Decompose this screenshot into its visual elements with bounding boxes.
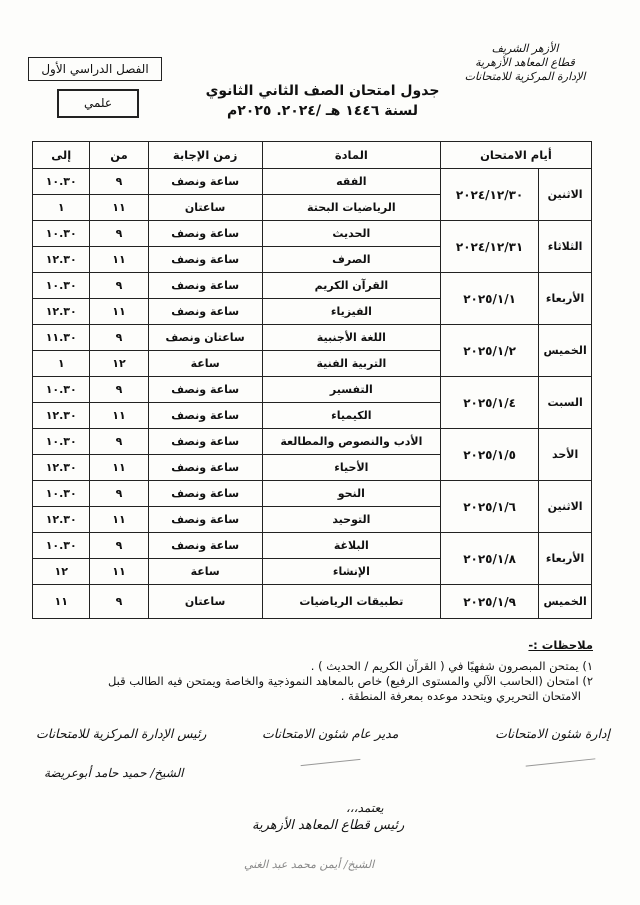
exam-date-cell: ٢٠٢٤/١٢/٣٠ xyxy=(440,169,538,221)
table-row xyxy=(33,273,592,299)
title-line-2: لسنة ١٤٤٦ هـ /٢٠٢٤. ٢٠٢٥م xyxy=(227,103,418,119)
exam-day-cell: الخميس xyxy=(539,585,592,619)
subject-cell: القرآن الكريم xyxy=(262,273,440,299)
duration-cell: ساعة ونصف xyxy=(148,403,262,429)
exam-schedule-table xyxy=(32,141,592,619)
exam-date-cell: ٢٠٢٥/١/٥ xyxy=(440,429,538,481)
exam-day-cell: الاثنين xyxy=(539,481,592,533)
end-time-cell: ١٢.٣٠ xyxy=(33,507,90,533)
duration-cell: ساعة ونصف xyxy=(148,481,262,507)
exam-date-cell: ٢٠٢٥/١/٢ xyxy=(440,325,538,377)
track-box xyxy=(57,89,139,118)
end-time-cell: ١١.٣٠ xyxy=(33,325,90,351)
subject-cell: الإنشاء xyxy=(262,559,440,585)
table-row xyxy=(33,585,592,619)
start-time-cell: ٩ xyxy=(90,533,148,559)
signature-scribble xyxy=(300,749,361,766)
semester-box xyxy=(28,57,162,81)
end-time-cell: ١٠.٣٠ xyxy=(33,429,90,455)
duration-cell: ساعة ونصف xyxy=(148,507,262,533)
duration-cell: ساعة ونصف xyxy=(148,429,262,455)
signature-scribble xyxy=(525,748,596,766)
exam-day-cell: الأحد xyxy=(539,429,592,481)
signature-central-head-name: الشيخ/ حميد حامد أبوعريضة xyxy=(44,766,184,780)
start-time-cell: ٩ xyxy=(90,273,148,299)
exam-day-cell: الثلاثاء xyxy=(539,221,592,273)
exam-day-cell: الأربعاء xyxy=(539,533,592,585)
end-time-cell: ١٢ xyxy=(33,559,90,585)
start-time-cell: ١١ xyxy=(90,247,148,273)
organization-header xyxy=(450,42,600,84)
track-label: علمي xyxy=(83,96,113,110)
duration-cell: ساعة ونصف xyxy=(148,247,262,273)
note-item: ٢) امتحان (الحاسب الآلي والمستوى الرفيع) خاص بالمعاهد النموذجية والخاصة ويمتحن فيه الطالب قبل xyxy=(107,674,593,688)
start-time-cell: ١١ xyxy=(90,507,148,533)
subject-cell: الصرف xyxy=(262,247,440,273)
exam-date-cell: ٢٠٢٥/١/٨ xyxy=(440,533,538,585)
table-row xyxy=(33,481,592,507)
table-row xyxy=(33,429,592,455)
start-time-cell: ١١ xyxy=(90,403,148,429)
subject-cell: الأدب والنصوص والمطالعة xyxy=(262,429,440,455)
end-time-cell: ١٠.٣٠ xyxy=(33,273,90,299)
subject-cell: اللغة الأجنبية xyxy=(262,325,440,351)
header-days: أيام الامتحان xyxy=(440,142,591,169)
subject-cell: التفسير xyxy=(262,377,440,403)
table-row xyxy=(33,377,592,403)
exam-day-cell: الخميس xyxy=(539,325,592,377)
table-row xyxy=(33,533,592,559)
signature-exam-affairs: إدارة شئون الامتحانات xyxy=(495,726,610,741)
org-line: الأزهر الشريف xyxy=(491,42,559,55)
duration-cell: ساعة ونصف xyxy=(148,169,262,195)
header-from: من xyxy=(90,142,148,169)
subject-cell: التربية الفنية xyxy=(262,351,440,377)
end-time-cell: ١٠.٣٠ xyxy=(33,481,90,507)
duration-cell: ساعة ونصف xyxy=(148,455,262,481)
start-time-cell: ١١ xyxy=(90,195,148,221)
duration-cell: ساعتان ونصف xyxy=(148,325,262,351)
signature-central-head: رئيس الإدارة المركزية للامتحانات xyxy=(36,726,207,741)
header-to: إلى xyxy=(33,142,90,169)
subject-cell: النحو xyxy=(262,481,440,507)
subject-cell: الفقه xyxy=(262,169,440,195)
end-time-cell: ١٢.٣٠ xyxy=(33,455,90,481)
exam-date-cell: ٢٠٢٥/١/٦ xyxy=(440,481,538,533)
start-time-cell: ٩ xyxy=(90,325,148,351)
title-line-1: جدول امتحان الصف الثاني الثانوي xyxy=(205,83,440,99)
exam-day-cell: السبت xyxy=(539,377,592,429)
start-time-cell: ١١ xyxy=(90,299,148,325)
signature-general-manager: مدير عام شئون الامتحانات xyxy=(262,726,399,741)
notes-section xyxy=(33,638,593,704)
duration-cell: ساعة xyxy=(148,559,262,585)
subject-cell: الكيمياء xyxy=(262,403,440,429)
signature-sector-head-name: الشيخ/ أيمن محمد عبد الغني xyxy=(244,858,375,871)
end-time-cell: ١٠.٣٠ xyxy=(33,169,90,195)
duration-cell: ساعة xyxy=(148,351,262,377)
notes-label: ملاحظات :- xyxy=(528,638,593,652)
duration-cell: ساعتان xyxy=(148,585,262,619)
exam-date-cell: ٢٠٢٥/١/٩ xyxy=(440,585,538,619)
end-time-cell: ١ xyxy=(33,195,90,221)
start-time-cell: ٩ xyxy=(90,377,148,403)
start-time-cell: ٩ xyxy=(90,221,148,247)
exam-date-cell: ٢٠٢٥/١/١ xyxy=(440,273,538,325)
start-time-cell: ١١ xyxy=(90,559,148,585)
start-time-cell: ١١ xyxy=(90,455,148,481)
table-header-row xyxy=(33,142,592,169)
org-line: قطاع المعاهد الأزهرية xyxy=(475,56,575,69)
subject-cell: تطبيقات الرياضيات xyxy=(262,585,440,619)
table-body xyxy=(33,169,592,619)
subject-cell: الأحياء xyxy=(262,455,440,481)
table-row xyxy=(33,325,592,351)
subject-cell: الفيزياء xyxy=(262,299,440,325)
end-time-cell: ١٠.٣٠ xyxy=(33,221,90,247)
note-item: الامتحان التحريري ويتحدد موعده بمعرفة المنطقة . xyxy=(340,689,581,703)
end-time-cell: ١١ xyxy=(33,585,90,619)
exam-date-cell: ٢٠٢٥/١/٤ xyxy=(440,377,538,429)
duration-cell: ساعة ونصف xyxy=(148,533,262,559)
page-title xyxy=(205,81,440,121)
exam-date-cell: ٢٠٢٤/١٢/٣١ xyxy=(440,221,538,273)
duration-cell: ساعة ونصف xyxy=(148,377,262,403)
end-time-cell: ١٢.٣٠ xyxy=(33,247,90,273)
org-line: الإدارة المركزية للامتحانات xyxy=(464,70,586,83)
duration-cell: ساعة ونصف xyxy=(148,299,262,325)
end-time-cell: ١٠.٣٠ xyxy=(33,533,90,559)
subject-cell: الحديث xyxy=(262,221,440,247)
header-duration: زمن الإجابة xyxy=(148,142,262,169)
exam-day-cell: الأربعاء xyxy=(539,273,592,325)
subject-cell: البلاغة xyxy=(262,533,440,559)
end-time-cell: ١٢.٣٠ xyxy=(33,403,90,429)
table-row xyxy=(33,221,592,247)
semester-label: الفصل الدراسي الأول xyxy=(41,62,149,76)
end-time-cell: ١٠.٣٠ xyxy=(33,377,90,403)
start-time-cell: ٩ xyxy=(90,585,148,619)
exam-day-cell: الاثنين xyxy=(539,169,592,221)
signature-sector-head: رئيس قطاع المعاهد الأزهرية xyxy=(252,818,405,833)
start-time-cell: ١٢ xyxy=(90,351,148,377)
table-row xyxy=(33,169,592,195)
duration-cell: ساعتان xyxy=(148,195,262,221)
end-time-cell: ١ xyxy=(33,351,90,377)
duration-cell: ساعة ونصف xyxy=(148,273,262,299)
duration-cell: ساعة ونصف xyxy=(148,221,262,247)
start-time-cell: ٩ xyxy=(90,481,148,507)
approval-label: يعتمد،،، xyxy=(346,801,384,815)
start-time-cell: ٩ xyxy=(90,169,148,195)
subject-cell: الرياضيات البحتة xyxy=(262,195,440,221)
subject-cell: التوحيد xyxy=(262,507,440,533)
header-subject: المادة xyxy=(262,142,440,169)
end-time-cell: ١٢.٣٠ xyxy=(33,299,90,325)
note-item: ١) يمتحن المبصرون شفهيًا في ( القرآن الكريم / الحديث ) . xyxy=(310,659,593,673)
start-time-cell: ٩ xyxy=(90,429,148,455)
